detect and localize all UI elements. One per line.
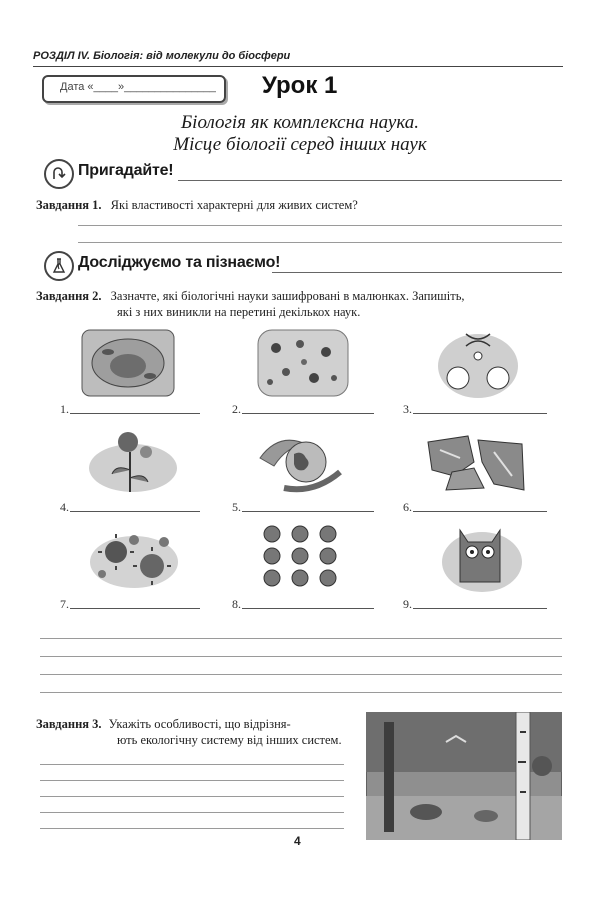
task2-text-2: які з них виникли на перетині декількох наук. — [117, 305, 361, 319]
task3-answer-line[interactable] — [40, 828, 344, 829]
forest-ecosystem-picture — [366, 712, 562, 845]
task3 — [36, 716, 342, 748]
cell-division-picture — [256, 522, 346, 597]
topic-line-1: Біологія як комплексна наука. — [180, 112, 420, 133]
task1-label: Завдання 1. — [36, 198, 102, 212]
task2-answer-line[interactable] — [40, 674, 562, 675]
date-label: Дата «____»_______________ — [60, 81, 216, 93]
u-turn-arrow-icon — [44, 159, 74, 189]
answer-line-3[interactable] — [413, 413, 547, 414]
picture-number: 4. — [60, 500, 69, 514]
task2-answer-line[interactable] — [40, 638, 562, 639]
task2-answer-line[interactable] — [40, 656, 562, 657]
task3-text-1: Укажіть особливості, що відрізня- — [108, 717, 291, 731]
picture-number: 1. — [60, 402, 69, 416]
task2-answer-line[interactable] — [40, 692, 562, 693]
topic-line-2: Місце біології серед інших наук — [173, 134, 427, 155]
remember-rule — [178, 180, 562, 181]
task1 — [36, 198, 358, 213]
picture-number: 6. — [403, 500, 412, 514]
section-header: РОЗДІЛ IV. Біологія: від молекули до біосфери — [33, 50, 291, 62]
picture-number: 5. — [232, 500, 241, 514]
answer-line-4[interactable] — [70, 511, 200, 512]
task3-answer-line[interactable] — [40, 796, 344, 797]
flask-plant-icon — [44, 251, 74, 281]
answer-line-9[interactable] — [413, 608, 547, 609]
task2-label: Завдання 2. — [36, 289, 102, 303]
viruses-picture — [86, 526, 182, 597]
task3-answer-line[interactable] — [40, 780, 344, 781]
dna-sheep-picture — [436, 326, 520, 405]
microscope-cells-picture — [256, 328, 350, 403]
task1-answer-line[interactable] — [78, 225, 562, 226]
picture-number: 8. — [232, 597, 241, 611]
remember-title: Пригадайте! — [78, 162, 174, 179]
task1-answer-line[interactable] — [78, 242, 562, 243]
explore-rule — [272, 272, 562, 273]
task3-answer-line[interactable] — [40, 764, 344, 765]
answer-line-7[interactable] — [70, 608, 200, 609]
fossils-picture — [424, 432, 528, 499]
task3-label: Завдання 3. — [36, 717, 102, 731]
picture-number: 7. — [60, 597, 69, 611]
answer-line-5[interactable] — [242, 511, 374, 512]
earth-leaves-picture — [254, 428, 344, 499]
page-number: 4 — [294, 834, 301, 848]
owl-picture — [438, 522, 522, 599]
answer-line-2[interactable] — [242, 413, 374, 414]
task2 — [36, 288, 465, 320]
flower-picture — [88, 426, 178, 501]
date-box — [42, 75, 226, 103]
answer-line-8[interactable] — [242, 608, 374, 609]
task2-text-1: Зазначте, які біологічні науки зашифровані в малюнках. Запишіть, — [110, 289, 465, 303]
task1-text: Які властивості характерні для живих систем? — [110, 198, 358, 212]
answer-line-1[interactable] — [70, 413, 200, 414]
picture-number: 3. — [403, 402, 412, 416]
answer-line-6[interactable] — [413, 511, 547, 512]
lesson-title: Урок 1 — [262, 72, 338, 99]
task3-text-2: ють екологічну систему від інших систем. — [117, 733, 342, 747]
plant-cell-picture — [80, 328, 176, 403]
task3-answer-line[interactable] — [40, 812, 344, 813]
picture-number: 2. — [232, 402, 241, 416]
header-rule — [33, 66, 563, 67]
topic-title — [120, 112, 480, 156]
explore-title: Досліджуємо та пізнаємо! — [78, 254, 281, 271]
picture-number: 9. — [403, 597, 412, 611]
